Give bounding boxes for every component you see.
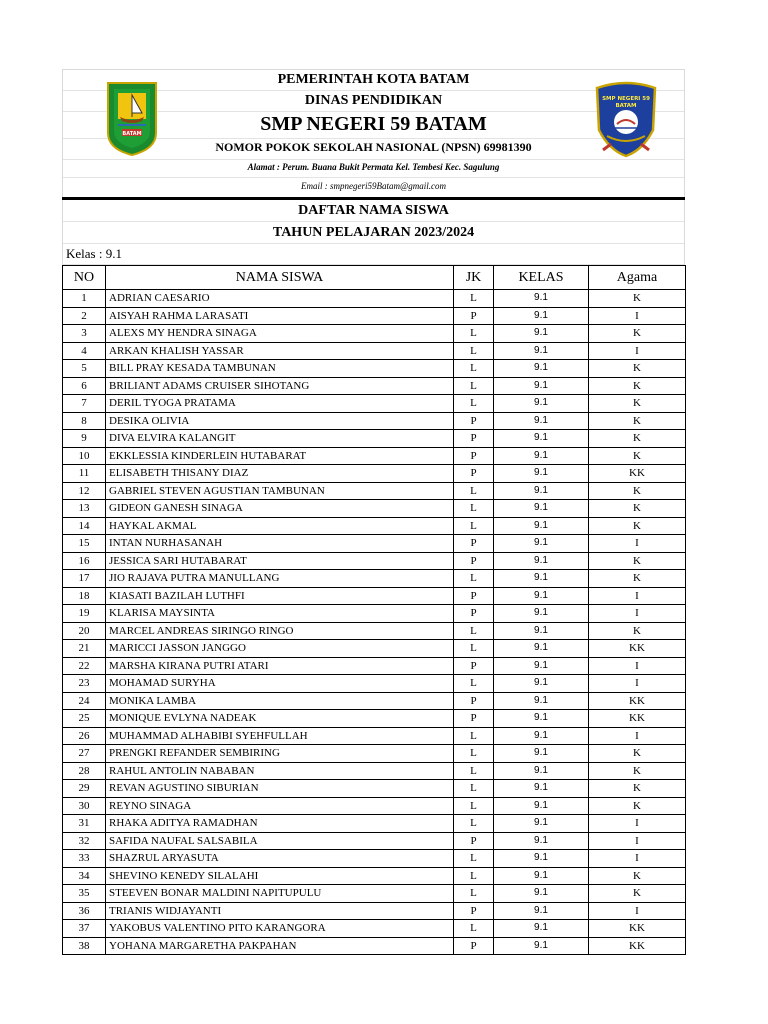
cell-kelas: 9.1 — [494, 937, 589, 955]
cell-agama: KK — [589, 692, 686, 710]
cell-jk: P — [454, 465, 494, 483]
cell-no: 28 — [63, 762, 106, 780]
cell-agama: I — [589, 850, 686, 868]
document-page — [62, 69, 685, 955]
cell-no: 29 — [63, 780, 106, 798]
cell-no: 17 — [63, 570, 106, 588]
table-row — [63, 622, 686, 640]
cell-agama: K — [589, 377, 686, 395]
cell-no: 34 — [63, 867, 106, 885]
table-row — [63, 570, 686, 588]
cell-no: 33 — [63, 850, 106, 868]
cell-kelas: 9.1 — [494, 780, 589, 798]
cell-kelas: 9.1 — [494, 465, 589, 483]
table-row — [63, 657, 686, 675]
academic-year: TAHUN PELAJARAN 2023/2024 — [63, 222, 684, 244]
npsn-line: NOMOR POKOK SEKOLAH NASIONAL (NPSN) 69981390 — [215, 140, 532, 154]
cell-kelas: 9.1 — [494, 657, 589, 675]
cell-no: 18 — [63, 587, 106, 605]
cell-agama: K — [589, 867, 686, 885]
cell-kelas: 9.1 — [494, 447, 589, 465]
cell-jk: P — [454, 902, 494, 920]
cell-kelas: 9.1 — [494, 920, 589, 938]
cell-agama: K — [589, 412, 686, 430]
government-line: PEMERINTAH KOTA BATAM — [277, 72, 470, 87]
cell-no: 26 — [63, 727, 106, 745]
cell-name: MARICCI JASSON JANGGO — [106, 640, 454, 658]
cell-name: KIASATI BAZILAH LUTHFI — [106, 587, 454, 605]
cell-jk: L — [454, 395, 494, 413]
cell-jk: L — [454, 762, 494, 780]
cell-kelas: 9.1 — [494, 412, 589, 430]
cell-kelas: 9.1 — [494, 570, 589, 588]
cell-kelas: 9.1 — [494, 395, 589, 413]
cell-no: 9 — [63, 430, 106, 448]
cell-name: JIO RAJAVA PUTRA MANULLANG — [106, 570, 454, 588]
table-row — [63, 447, 686, 465]
cell-agama: I — [589, 307, 686, 325]
cell-agama: K — [589, 517, 686, 535]
cell-agama: I — [589, 832, 686, 850]
school-name: SMP NEGERI 59 BATAM — [260, 113, 487, 135]
col-header-no: NO — [63, 266, 106, 290]
cell-jk: P — [454, 552, 494, 570]
table-row — [63, 377, 686, 395]
cell-jk: L — [454, 377, 494, 395]
cell-no: 30 — [63, 797, 106, 815]
cell-jk: L — [454, 325, 494, 343]
cell-name: ARKAN KHALISH YASSAR — [106, 342, 454, 360]
cell-agama: KK — [589, 920, 686, 938]
cell-name: ADRIAN CAESARIO — [106, 290, 454, 308]
cell-agama: K — [589, 395, 686, 413]
cell-agama: I — [589, 587, 686, 605]
cell-no: 4 — [63, 342, 106, 360]
cell-agama: I — [589, 657, 686, 675]
cell-jk: P — [454, 587, 494, 605]
cell-agama: K — [589, 622, 686, 640]
cell-kelas: 9.1 — [494, 360, 589, 378]
cell-no: 7 — [63, 395, 106, 413]
cell-no: 21 — [63, 640, 106, 658]
table-row — [63, 902, 686, 920]
cell-no: 38 — [63, 937, 106, 955]
cell-agama: K — [589, 360, 686, 378]
cell-name: MUHAMMAD ALHABIBI SYEHFULLAH — [106, 727, 454, 745]
cell-name: GABRIEL STEVEN AGUSTIAN TAMBUNAN — [106, 482, 454, 500]
cell-agama: I — [589, 727, 686, 745]
cell-no: 15 — [63, 535, 106, 553]
cell-kelas: 9.1 — [494, 290, 589, 308]
cell-no: 27 — [63, 745, 106, 763]
cell-kelas: 9.1 — [494, 325, 589, 343]
table-row — [63, 885, 686, 903]
cell-kelas: 9.1 — [494, 850, 589, 868]
cell-no: 23 — [63, 675, 106, 693]
cell-no: 2 — [63, 307, 106, 325]
cell-agama: KK — [589, 640, 686, 658]
cell-kelas: 9.1 — [494, 535, 589, 553]
cell-kelas: 9.1 — [494, 307, 589, 325]
table-row — [63, 710, 686, 728]
cell-jk: P — [454, 832, 494, 850]
cell-jk: L — [454, 570, 494, 588]
cell-jk: P — [454, 692, 494, 710]
cell-no: 22 — [63, 657, 106, 675]
cell-no: 10 — [63, 447, 106, 465]
cell-agama: K — [589, 500, 686, 518]
cell-agama: I — [589, 815, 686, 833]
cell-jk: P — [454, 430, 494, 448]
cell-jk: L — [454, 815, 494, 833]
table-row — [63, 587, 686, 605]
cell-name: INTAN NURHASANAH — [106, 535, 454, 553]
cell-no: 12 — [63, 482, 106, 500]
cell-jk: L — [454, 727, 494, 745]
table-row — [63, 465, 686, 483]
table-row — [63, 430, 686, 448]
cell-jk: P — [454, 605, 494, 623]
table-row — [63, 482, 686, 500]
cell-name: AISYAH RAHMA LARASATI — [106, 307, 454, 325]
table-row — [63, 815, 686, 833]
table-row — [63, 605, 686, 623]
cell-no: 14 — [63, 517, 106, 535]
col-header-jk: JK — [454, 266, 494, 290]
letterhead — [62, 69, 685, 197]
cell-name: SHAZRUL ARYASUTA — [106, 850, 454, 868]
table-row — [63, 850, 686, 868]
cell-kelas: 9.1 — [494, 605, 589, 623]
cell-jk: L — [454, 920, 494, 938]
email-line: Email : smpnegeri59Batam@gmail.com — [300, 181, 446, 191]
cell-jk: L — [454, 360, 494, 378]
cell-agama: KK — [589, 937, 686, 955]
cell-agama: I — [589, 535, 686, 553]
table-row — [63, 745, 686, 763]
cell-kelas: 9.1 — [494, 727, 589, 745]
cell-no: 35 — [63, 885, 106, 903]
cell-jk: L — [454, 780, 494, 798]
cell-no: 8 — [63, 412, 106, 430]
cell-name: MARSHA KIRANA PUTRI ATARI — [106, 657, 454, 675]
cell-kelas: 9.1 — [494, 552, 589, 570]
table-row — [63, 360, 686, 378]
col-header-agama: Agama — [589, 266, 686, 290]
table-row — [63, 797, 686, 815]
cell-name: MONIQUE EVLYNA NADEAK — [106, 710, 454, 728]
cell-kelas: 9.1 — [494, 482, 589, 500]
cell-no: 13 — [63, 500, 106, 518]
document-title: DAFTAR NAMA SISWA — [63, 200, 684, 222]
cell-name: YOHANA MARGARETHA PAKPAHAN — [106, 937, 454, 955]
table-row — [63, 937, 686, 955]
svg-text:BATAM: BATAM — [122, 131, 142, 137]
cell-name: RHAKA ADITYA RAMADHAN — [106, 815, 454, 833]
cell-kelas: 9.1 — [494, 675, 589, 693]
cell-kelas: 9.1 — [494, 710, 589, 728]
student-table — [62, 265, 686, 955]
cell-name: PRENGKI REFANDER SEMBIRING — [106, 745, 454, 763]
cell-no: 6 — [63, 377, 106, 395]
cell-kelas: 9.1 — [494, 815, 589, 833]
cell-name: EKKLESSIA KINDERLEIN HUTABARAT — [106, 447, 454, 465]
cell-jk: L — [454, 867, 494, 885]
table-header-row — [63, 266, 686, 290]
cell-agama: K — [589, 325, 686, 343]
cell-kelas: 9.1 — [494, 377, 589, 395]
department-line: DINAS PENDIDIKAN — [304, 93, 443, 108]
cell-name: HAYKAL AKMAL — [106, 517, 454, 535]
cell-kelas: 9.1 — [494, 902, 589, 920]
cell-jk: P — [454, 412, 494, 430]
table-row — [63, 325, 686, 343]
cell-agama: K — [589, 762, 686, 780]
cell-no: 19 — [63, 605, 106, 623]
cell-jk: L — [454, 517, 494, 535]
cell-jk: L — [454, 500, 494, 518]
cell-jk: P — [454, 937, 494, 955]
table-row — [63, 307, 686, 325]
cell-no: 32 — [63, 832, 106, 850]
cell-jk: L — [454, 797, 494, 815]
cell-agama: K — [589, 885, 686, 903]
col-header-name: NAMA SISWA — [106, 266, 454, 290]
cell-no: 24 — [63, 692, 106, 710]
cell-no: 31 — [63, 815, 106, 833]
cell-agama: I — [589, 605, 686, 623]
cell-name: MOHAMAD SURYHA — [106, 675, 454, 693]
table-row — [63, 342, 686, 360]
cell-name: DERIL TYOGA PRATAMA — [106, 395, 454, 413]
table-row — [63, 412, 686, 430]
cell-agama: K — [589, 780, 686, 798]
cell-jk: L — [454, 622, 494, 640]
cell-kelas: 9.1 — [494, 342, 589, 360]
table-row — [63, 290, 686, 308]
cell-agama: KK — [589, 710, 686, 728]
cell-name: RAHUL ANTOLIN NABABAN — [106, 762, 454, 780]
cell-name: BILL PRAY KESADA TAMBUNAN — [106, 360, 454, 378]
table-row — [63, 552, 686, 570]
cell-jk: L — [454, 342, 494, 360]
cell-kelas: 9.1 — [494, 762, 589, 780]
cell-jk: L — [454, 745, 494, 763]
cell-name: REVAN AGUSTINO SIBURIAN — [106, 780, 454, 798]
cell-jk: L — [454, 850, 494, 868]
cell-kelas: 9.1 — [494, 692, 589, 710]
table-row — [63, 675, 686, 693]
cell-agama: K — [589, 552, 686, 570]
table-row — [63, 692, 686, 710]
cell-agama: K — [589, 745, 686, 763]
table-row — [63, 920, 686, 938]
table-row — [63, 395, 686, 413]
svg-text:BATAM: BATAM — [615, 103, 637, 109]
cell-kelas: 9.1 — [494, 885, 589, 903]
cell-jk: L — [454, 675, 494, 693]
table-row — [63, 517, 686, 535]
cell-agama: K — [589, 797, 686, 815]
table-row — [63, 867, 686, 885]
cell-name: ALEXS MY HENDRA SINAGA — [106, 325, 454, 343]
cell-no: 3 — [63, 325, 106, 343]
cell-kelas: 9.1 — [494, 797, 589, 815]
table-row — [63, 727, 686, 745]
cell-jk: L — [454, 885, 494, 903]
cell-jk: P — [454, 447, 494, 465]
table-row — [63, 832, 686, 850]
table-row — [63, 762, 686, 780]
cell-name: DESIKA OLIVIA — [106, 412, 454, 430]
cell-agama: I — [589, 902, 686, 920]
cell-name: MARCEL ANDREAS SIRINGO RINGO — [106, 622, 454, 640]
cell-jk: L — [454, 482, 494, 500]
cell-agama: K — [589, 570, 686, 588]
cell-kelas: 9.1 — [494, 867, 589, 885]
cell-no: 16 — [63, 552, 106, 570]
cell-agama: I — [589, 675, 686, 693]
cell-no: 20 — [63, 622, 106, 640]
cell-name: YAKOBUS VALENTINO PITO KARANGORA — [106, 920, 454, 938]
cell-name: DIVA ELVIRA KALANGIT — [106, 430, 454, 448]
cell-name: GIDEON GANESH SINAGA — [106, 500, 454, 518]
cell-no: 36 — [63, 902, 106, 920]
cell-kelas: 9.1 — [494, 640, 589, 658]
cell-agama: K — [589, 482, 686, 500]
cell-agama: K — [589, 430, 686, 448]
svg-text:SMP NEGERI 59: SMP NEGERI 59 — [602, 96, 650, 102]
cell-jk: L — [454, 290, 494, 308]
cell-kelas: 9.1 — [494, 622, 589, 640]
cell-name: SHEVINO KENEDY SILALAHI — [106, 867, 454, 885]
cell-name: ELISABETH THISANY DIAZ — [106, 465, 454, 483]
cell-jk: P — [454, 710, 494, 728]
cell-kelas: 9.1 — [494, 832, 589, 850]
col-header-kelas: KELAS — [494, 266, 589, 290]
cell-agama: K — [589, 290, 686, 308]
cell-name: STEEVEN BONAR MALDINI NAPITUPULU — [106, 885, 454, 903]
cell-no: 1 — [63, 290, 106, 308]
cell-jk: L — [454, 640, 494, 658]
cell-name: SAFIDA NAUFAL SALSABILA — [106, 832, 454, 850]
cell-kelas: 9.1 — [494, 745, 589, 763]
table-row — [63, 500, 686, 518]
cell-no: 37 — [63, 920, 106, 938]
table-row — [63, 535, 686, 553]
cell-agama: I — [589, 342, 686, 360]
cell-no: 11 — [63, 465, 106, 483]
cell-name: REYNO SINAGA — [106, 797, 454, 815]
cell-kelas: 9.1 — [494, 500, 589, 518]
class-label: Kelas : 9.1 — [63, 244, 684, 265]
table-row — [63, 640, 686, 658]
cell-jk: P — [454, 307, 494, 325]
cell-name: KLARISA MAYSINTA — [106, 605, 454, 623]
address-line: Alamat : Perum. Buana Bukit Permata Kel. Tembesi Kec. Sagulung — [247, 162, 500, 172]
cell-name: BRILIANT ADAMS CRUISER SIHOTANG — [106, 377, 454, 395]
cell-agama: K — [589, 447, 686, 465]
cell-agama: KK — [589, 465, 686, 483]
cell-name: MONIKA LAMBA — [106, 692, 454, 710]
cell-kelas: 9.1 — [494, 587, 589, 605]
table-row — [63, 780, 686, 798]
cell-no: 5 — [63, 360, 106, 378]
cell-jk: P — [454, 657, 494, 675]
cell-kelas: 9.1 — [494, 430, 589, 448]
cell-name: TRIANIS WIDJAYANTI — [106, 902, 454, 920]
cell-jk: P — [454, 535, 494, 553]
cell-no: 25 — [63, 710, 106, 728]
cell-name: JESSICA SARI HUTABARAT — [106, 552, 454, 570]
cell-kelas: 9.1 — [494, 517, 589, 535]
